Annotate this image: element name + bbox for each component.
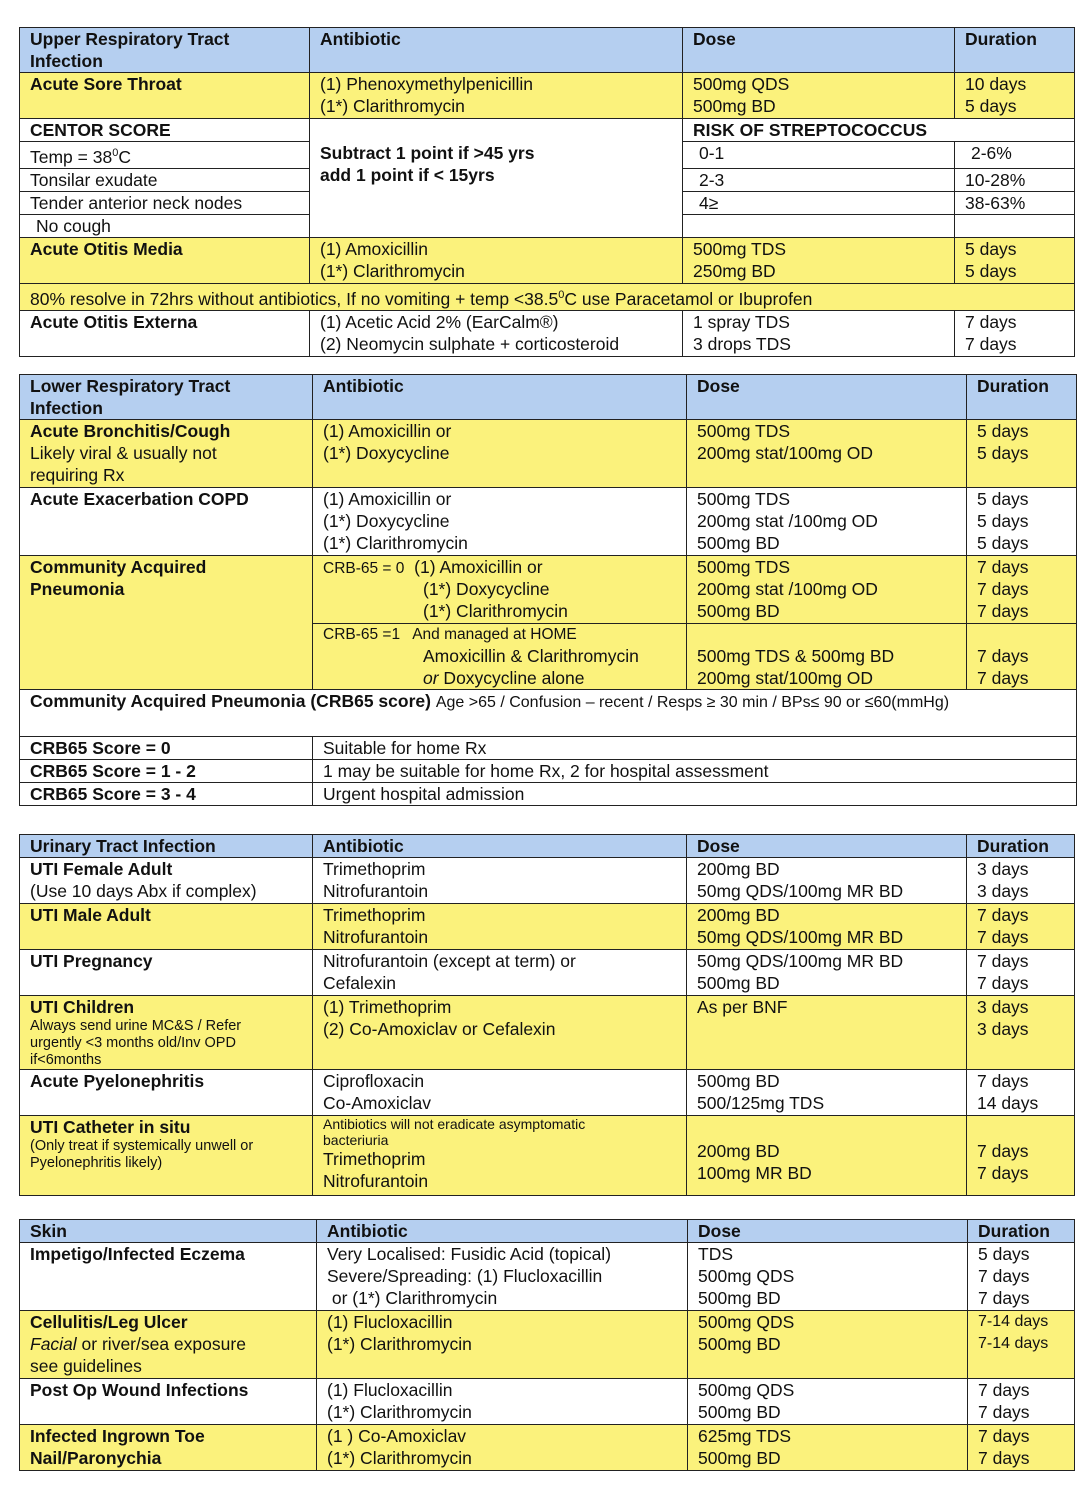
impetigo-duration: 5 days 7 days 7 days <box>968 1243 1075 1311</box>
uti-male-antibiotic: Trimethoprim Nitrofurantoin <box>313 904 687 950</box>
uti-pregnancy-antibiotic: Nitrofurantoin (except at term) or Cefalexin <box>313 950 687 996</box>
lrti-header-duration: Duration <box>967 375 1077 420</box>
copd-antibiotic: (1) Amoxicillin or (1*) Doxycycline (1*) Clarithromycin <box>313 488 687 556</box>
postop-dose: 500mg QDS 500mg BD <box>688 1379 968 1425</box>
uti-male-row <box>20 904 1075 950</box>
otitis-externa-antibiotic: (1) Acetic Acid 2% (EarCalm®) (2) Neomycin sulphate + corticosteroid <box>310 310 683 356</box>
uti-table <box>19 834 1075 1196</box>
otitis-externa-dose: 1 spray TDS 3 drops TDS <box>683 310 955 356</box>
crb65-action-1: 1 may be suitable for home Rx, 2 for hospital assessment <box>313 760 1077 783</box>
centor-title-row <box>20 119 1075 142</box>
otitis-note-row <box>20 283 1075 310</box>
centor-score-empty <box>683 214 955 237</box>
impetigo-antibiotic: Very Localised: Fusidic Acid (topical) Severe/Spreading: (1) Flucloxacillin or (1*) Clarithromycin <box>317 1243 688 1311</box>
otitis-externa-title: Acute Otitis Externa <box>20 310 310 356</box>
cellulitis-row <box>20 1311 1075 1379</box>
otitis-media-row <box>20 237 1075 283</box>
uti-female-antibiotic: Trimethoprim Nitrofurantoin <box>313 858 687 904</box>
centor-risk-empty <box>955 214 1075 237</box>
uti-header-condition: Urinary Tract Infection <box>20 835 313 858</box>
lrti-header-dose: Dose <box>687 375 967 420</box>
ingrown-duration: 7 days 7 days <box>968 1425 1075 1471</box>
urti-header-dose: Dose <box>683 28 955 73</box>
cap-crb0-antibiotic: CRB-65 = 0 (1) Amoxicillin or (1*) Doxycycline (1*) Clarithromycin <box>313 556 687 624</box>
uti-children-title-cell: UTI Children Always send urine MC&S / Refer urgently <3 months old/Inv OPD if<6months <box>20 996 313 1070</box>
uti-header-row <box>20 835 1075 858</box>
impetigo-dose: TDS 500mg QDS 500mg BD <box>688 1243 968 1311</box>
bronchitis-duration: 5 days 5 days <box>967 420 1077 488</box>
crb65-action-2: Urgent hospital admission <box>313 783 1077 806</box>
copd-title: Acute Exacerbation COPD <box>20 488 313 556</box>
cellulitis-antibiotic: (1) Flucloxacillin (1*) Clarithromycin <box>317 1311 688 1379</box>
centor-item-temp: Temp = $38^0C$ <box>20 142 310 169</box>
skin-header-row <box>20 1220 1075 1243</box>
postop-duration: 7 days 7 days <box>968 1379 1075 1425</box>
otitis-note: 80% resolve in 72hrs without antibiotics, If no vomiting + temp $<38.5^0C$ use Paracetamol or Ibuprofen <box>20 283 1075 310</box>
urti-header-row <box>20 28 1075 73</box>
sore-throat-duration: 10 days 5 days <box>955 73 1075 119</box>
postop-antibiotic: (1) Flucloxacillin (1*) Clarithromycin <box>317 1379 688 1425</box>
uti-children-antibiotic: (1) Trimethoprim (2) Co-Amoxiclav or Cefalexin <box>313 996 687 1070</box>
crb65-criteria-row <box>20 690 1077 737</box>
copd-duration: 5 days 5 days 5 days <box>967 488 1077 556</box>
uti-children-duration: 3 days 3 days <box>967 996 1075 1070</box>
uti-female-row <box>20 858 1075 904</box>
impetigo-title: Impetigo/Infected Eczema <box>20 1243 317 1311</box>
ingrown-row <box>20 1425 1075 1471</box>
centor-item-nodes: Tender anterior neck nodes <box>20 191 310 214</box>
uti-female-dose: 200mg BD 50mg QDS/100mg MR BD <box>687 858 967 904</box>
centor-note: Subtract 1 point if >45 yrs add 1 point if < 15yrs <box>310 119 683 238</box>
bronchitis-dose: 500mg TDS 200mg stat/100mg OD <box>687 420 967 488</box>
otitis-externa-duration: 7 days 7 days <box>955 310 1075 356</box>
sore-throat-row <box>20 73 1075 119</box>
uti-pyelo-title: Acute Pyelonephritis <box>20 1070 313 1116</box>
centor-title: CENTOR SCORE <box>20 119 310 142</box>
cellulitis-dose: 500mg QDS 500mg BD <box>688 1311 968 1379</box>
uti-pyelo-dose: 500mg BD 500/125mg TDS <box>687 1070 967 1116</box>
uti-male-title: UTI Male Adult <box>20 904 313 950</box>
crb65-score-0: CRB65 Score = 0 <box>20 737 313 760</box>
risk-title: RISK OF STREPTOCOCCUS <box>683 119 1075 142</box>
lrti-header-antibiotic: Antibiotic <box>313 375 687 420</box>
cap-crb1-dose: 500mg TDS & 500mg BD 200mg stat/100mg OD <box>687 624 967 690</box>
copd-dose: 500mg TDS 200mg stat /100mg OD 500mg BD <box>687 488 967 556</box>
uti-children-row <box>20 996 1075 1070</box>
uti-catheter-row <box>20 1116 1075 1196</box>
sore-throat-dose: 500mg QDS 500mg BD <box>683 73 955 119</box>
uti-pregnancy-dose: 50mg QDS/100mg MR BD 500mg BD <box>687 950 967 996</box>
uti-female-title-cell: UTI Female Adult (Use 10 days Abx if complex) <box>20 858 313 904</box>
crb65-row-0 <box>20 737 1077 760</box>
uti-male-duration: 7 days 7 days <box>967 904 1075 950</box>
crb65-score-2: CRB65 Score = 3 - 4 <box>20 783 313 806</box>
uti-pyelo-duration: 7 days 14 days <box>967 1070 1075 1116</box>
bronchitis-title-cell: Acute Bronchitis/Cough Likely viral & usually not requiring Rx <box>20 420 313 488</box>
uti-male-dose: 200mg BD 50mg QDS/100mg MR BD <box>687 904 967 950</box>
postop-title: Post Op Wound Infections <box>20 1379 317 1425</box>
bronchitis-antibiotic: (1) Amoxicillin or (1*) Doxycycline <box>313 420 687 488</box>
uti-pyelo-antibiotic: Ciprofloxacin Co-Amoxiclav <box>313 1070 687 1116</box>
crb65-score-1: CRB65 Score = 1 - 2 <box>20 760 313 783</box>
lrti-header-row <box>20 375 1077 420</box>
lrti-header-condition: Lower Respiratory Tract Infection <box>20 375 313 420</box>
uti-pregnancy-duration: 7 days 7 days <box>967 950 1075 996</box>
cellulitis-title-cell: Cellulitis/Leg Ulcer Facial or river/sea exposure see guidelines <box>20 1311 317 1379</box>
uti-pyelo-row <box>20 1070 1075 1116</box>
uti-catheter-dose: 200mg BD 100mg MR BD <box>687 1116 967 1196</box>
cap-title: Community Acquired Pneumonia <box>20 556 313 690</box>
copd-row <box>20 488 1077 556</box>
uti-pregnancy-title: UTI Pregnancy <box>20 950 313 996</box>
cap-crb0-row <box>20 556 1077 624</box>
otitis-media-antibiotic: (1) Amoxicillin (1*) Clarithromycin <box>310 237 683 283</box>
centor-risk-2: 38-63% <box>955 191 1075 214</box>
centor-score-0: 0-1 <box>683 142 955 169</box>
crb65-action-0: Suitable for home Rx <box>313 737 1077 760</box>
cap-crb0-dose: 500mg TDS 200mg stat /100mg OD 500mg BD <box>687 556 967 624</box>
uti-pregnancy-row <box>20 950 1075 996</box>
urti-header-condition: Upper Respiratory Tract Infection <box>20 28 310 73</box>
sore-throat-title: Acute Sore Throat <box>20 73 310 119</box>
centor-score-2: 4≥ <box>683 191 955 214</box>
uti-catheter-duration: 7 days 7 days <box>967 1116 1075 1196</box>
skin-header-condition: Skin <box>20 1220 317 1243</box>
cap-crb1-duration: 7 days 7 days <box>967 624 1077 690</box>
centor-risk-1: 10-28% <box>955 168 1075 191</box>
urti-header-duration: Duration <box>955 28 1075 73</box>
ingrown-dose: 625mg TDS 500mg BD <box>688 1425 968 1471</box>
centor-score-1: 2-3 <box>683 168 955 191</box>
cap-crb0-duration: 7 days 7 days 7 days <box>967 556 1077 624</box>
uti-catheter-title-cell: UTI Catheter in situ (Only treat if systemically unwell or Pyelonephritis likely) <box>20 1116 313 1196</box>
postop-row <box>20 1379 1075 1425</box>
uti-female-duration: 3 days 3 days <box>967 858 1075 904</box>
impetigo-row <box>20 1243 1075 1311</box>
cap-crb1-antibiotic: CRB-65 =1 And managed at HOME Amoxicillin & Clarithromycin or Doxycycline alone <box>313 624 687 690</box>
uti-header-dose: Dose <box>687 835 967 858</box>
skin-header-duration: Duration <box>968 1220 1075 1243</box>
lrti-table <box>19 374 1077 806</box>
uti-header-antibiotic: Antibiotic <box>313 835 687 858</box>
bronchitis-row <box>20 420 1077 488</box>
crb65-criteria: Community Acquired Pneumonia (CRB65 score) Age >65 / Confusion – recent / Resps ≥ 30 min / BPs≤ 90 or ≤60(mmHg) <box>20 690 1077 737</box>
otitis-media-duration: 5 days 5 days <box>955 237 1075 283</box>
otitis-media-dose: 500mg TDS 250mg BD <box>683 237 955 283</box>
ingrown-title: Infected Ingrown Toe Nail/Paronychia <box>20 1425 317 1471</box>
centor-risk-0: 2-6% <box>955 142 1075 169</box>
centor-item-exudate: Tonsilar exudate <box>20 168 310 191</box>
skin-header-antibiotic: Antibiotic <box>317 1220 688 1243</box>
skin-header-dose: Dose <box>688 1220 968 1243</box>
uti-header-duration: Duration <box>967 835 1075 858</box>
urti-header-antibiotic: Antibiotic <box>310 28 683 73</box>
urti-table <box>19 27 1075 357</box>
cellulitis-duration: 7-14 days 7-14 days <box>968 1311 1075 1379</box>
uti-children-dose: As per BNF <box>687 996 967 1070</box>
otitis-media-title: Acute Otitis Media <box>20 237 310 283</box>
skin-table <box>19 1219 1075 1471</box>
sore-throat-antibiotic: (1) Phenoxymethylpenicillin (1*) Clarithromycin <box>310 73 683 119</box>
crb65-row-1 <box>20 760 1077 783</box>
crb65-row-2 <box>20 783 1077 806</box>
otitis-externa-row <box>20 310 1075 356</box>
uti-catheter-antibiotic: Antibiotics will not eradicate asymptomatic bacteriuria Trimethoprim Nitrofurantoin <box>313 1116 687 1196</box>
centor-item-cough: No cough <box>20 214 310 237</box>
ingrown-antibiotic: (1 ) Co-Amoxiclav (1*) Clarithromycin <box>317 1425 688 1471</box>
